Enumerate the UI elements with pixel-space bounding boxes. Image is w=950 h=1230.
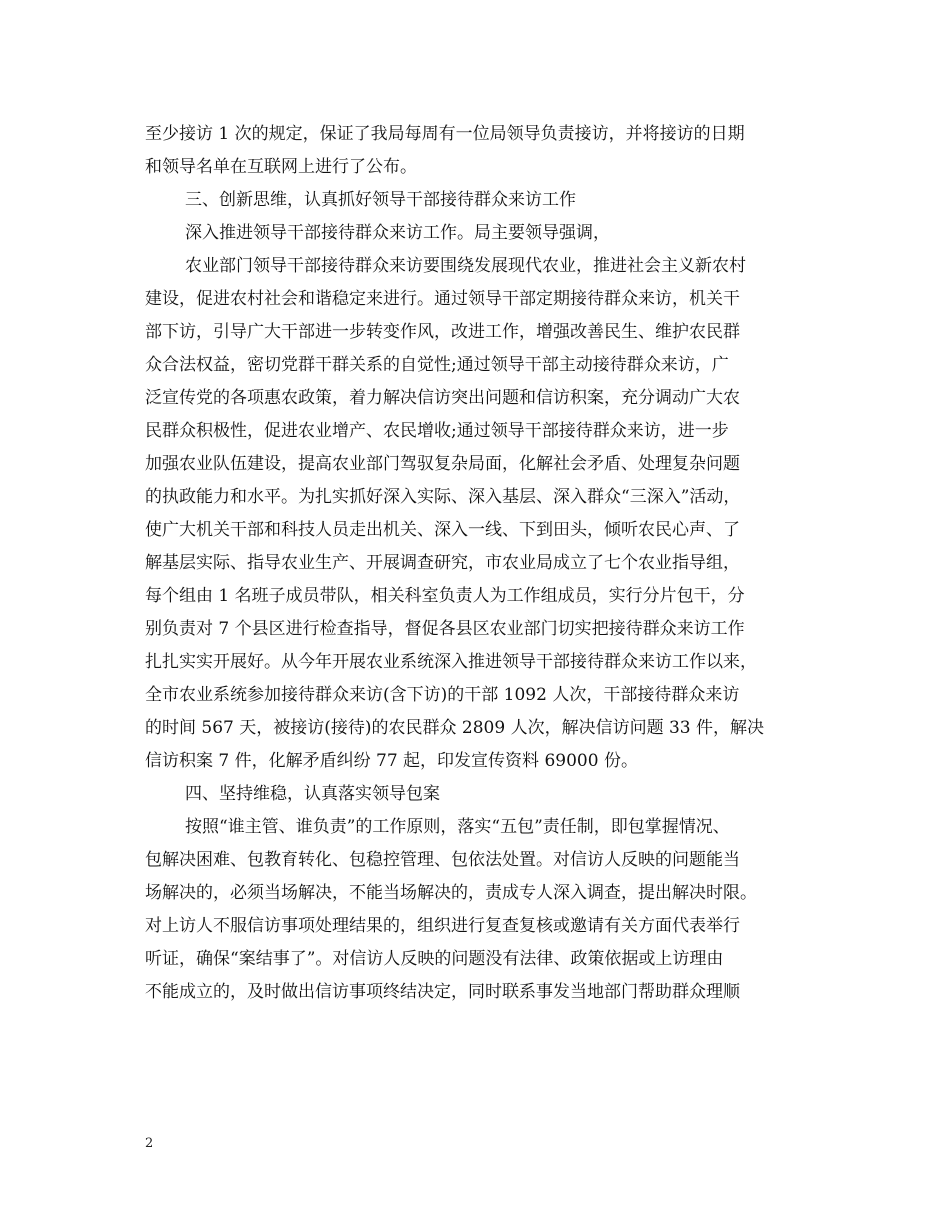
- document-body: [145, 118, 815, 1009]
- text-line: 信访积案 7 件，化解矛盾纠纷 77 起，印发宣传资料 69000 份。: [145, 751, 638, 771]
- text-line: 泛宣传党的各项惠农政策，着力解决信访突出问题和信访积案，充分调动广大农: [145, 388, 740, 408]
- text-line: 深入推进领导干部接待群众来访工作。局主要领导强调，: [185, 223, 610, 243]
- text-line: 全市农业系统参加接待群众来访(含下访)的干部 1092 人次，干部接待群众来访: [145, 685, 740, 705]
- text-line: 四、坚持维稳，认真落实领导包案: [185, 784, 440, 804]
- text-line: 部下访，引导广大干部进一步转变作风，改进工作，增强改善民生、维护农民群: [145, 322, 740, 342]
- text-line: 每个组由 1 名班子成员带队，相关科室负责人为工作组成员，实行分片包干，分: [145, 586, 745, 606]
- text-line: 的执政能力和水平。为扎实抓好深入实际、深入基层、深入群众“三深入”活动，: [145, 487, 741, 507]
- text-line: 三、创新思维，认真抓好领导干部接待群众来访工作: [185, 190, 576, 210]
- text-line: 听证，确保“案结事了”。对信访人反映的问题没有法律、政策依据或上访理由: [145, 949, 724, 969]
- text-line: 民群众积极性，促进农业增产、农民增收;通过领导干部接待群众来访，进一步: [145, 421, 729, 441]
- text-line: 解基层实际、指导农业生产、开展调查研究，市农业局成立了七个农业指导组，: [145, 553, 740, 573]
- text-line: 农业部门领导干部接待群众来访要围绕发展现代农业，推进社会主义新农村: [185, 256, 746, 276]
- page-number: 2: [145, 1136, 154, 1151]
- text-line: 建设，促进农村社会和谐稳定来进行。通过领导干部定期接待群众来访，机关干: [145, 289, 740, 309]
- text-line: 众合法权益，密切党群干群关系的自觉性;通过领导干部主动接待群众来访，广: [145, 355, 729, 375]
- text-line: 包解决困难、包教育转化、包稳控管理、包依法处置。对信访人反映的问题能当: [145, 850, 740, 870]
- text-line: 对上访人不服信访事项处理结果的，组织进行复查复核或邀请有关方面代表举行: [145, 916, 740, 936]
- text-line: 扎扎实实开展好。从今年开展农业系统深入推进领导干部接待群众来访工作以来，: [145, 652, 757, 672]
- text-line: 加强农业队伍建设，提高农业部门驾驭复杂局面，化解社会矛盾、处理复杂问题: [145, 454, 740, 474]
- text-line: 和领导名单在互联网上进行了公布。: [145, 157, 417, 177]
- text-line: 别负责对 7 个县区进行检查指导，督促各县区农业部门切实把接待群众来访工作: [145, 619, 745, 639]
- text-line: 不能成立的，及时做出信访事项终结决定，同时联系事发当地部门帮助群众理顺: [145, 982, 740, 1002]
- text-line: 的时间 567 天，被接访(接待)的农民群众 2809 人次，解决信访问题 33 件，解决: [145, 718, 765, 738]
- text-line: 使广大机关干部和科技人员走出机关、深入一线、下到田头，倾听农民心声、了: [145, 520, 740, 540]
- text-line: 按照“谁主管、谁负责”的工作原则，落实“五包”责任制，即包掌握情况、: [185, 817, 730, 837]
- text-line: 至少接访 1 次的规定，保证了我局每周有一位局领导负责接访，并将接访的日期: [145, 124, 745, 144]
- text-line: 场解决的，必须当场解决，不能当场解决的，责成专人深入调查，提出解决时限。: [145, 883, 757, 903]
